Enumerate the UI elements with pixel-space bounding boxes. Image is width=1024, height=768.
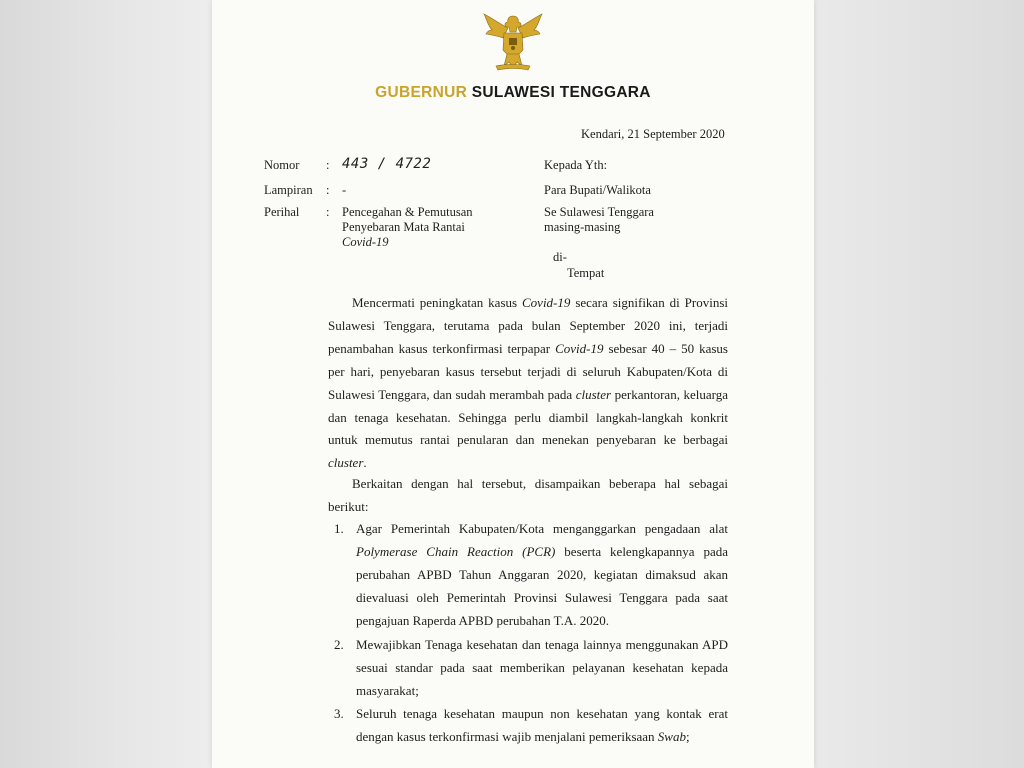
nomor-colon: : xyxy=(326,158,330,172)
list-item-number: 3. xyxy=(334,706,344,721)
p1-cluster-2: cluster xyxy=(328,455,364,471)
p1-covid-1: Covid-19 xyxy=(522,295,571,310)
paragraph-1 xyxy=(328,292,728,475)
letter-page xyxy=(212,0,814,768)
letterhead-faded-word: GUBERNUR xyxy=(375,84,468,101)
recipient-tempat: Tempat xyxy=(567,266,605,280)
perihal-colon: : xyxy=(326,205,330,219)
perihal-line-3: Covid-19 xyxy=(342,235,389,249)
p1-text-a: Mencermati peningkatan kasus xyxy=(352,295,522,310)
recipient-line-2: Se Sulawesi Tenggara xyxy=(544,205,654,219)
list-item-text xyxy=(356,703,728,749)
nomor-value: 443 / 4722 xyxy=(342,156,432,172)
p1-cluster-1: cluster xyxy=(575,386,612,402)
nomor-label: Nomor xyxy=(264,158,300,172)
letterhead-province: SULAWESI TENGGARA xyxy=(467,84,651,101)
p1-covid-2: Covid-19 xyxy=(555,340,604,356)
item1-text-b: beserta kelengkapannya pada perubahan APBD Tahun Anggaran 2020, kegiatan dimaksud akan dievaluasi oleh Pemerintah Provinsi Sulawesi Tenggara pada saat pengajuan Raperda APBD perubahan T.A. 2020. xyxy=(356,543,728,628)
item3-text-b: ; xyxy=(685,728,690,744)
list-item-text: Mewajibkan Tenaga kesehatan dan tenaga lainnya menggunakan APD sesuai standar pada saat memberikan pelayanan kesehatan kepada masyarakat; xyxy=(356,637,728,698)
p1-text-d: perkantoran, keluarga dan tenaga kesehatan. Sehingga perlu diambil langkah-langkah konkrit untuk memutus rantai penularan dan menekan penyebaran ke berbagai xyxy=(328,386,728,448)
lampiran-label: Lampiran xyxy=(264,183,313,197)
item1-pcr: Polymerase Chain Reaction (PCR) xyxy=(356,543,556,559)
p1-text-e: . xyxy=(363,455,367,471)
garuda-emblem-icon xyxy=(480,10,546,74)
list-item-text xyxy=(356,518,728,633)
item1-text-a: Agar Pemerintah Kabupaten/Kota menganggarkan pengadaan alat xyxy=(356,521,728,536)
list-item-number: 1. xyxy=(334,521,344,536)
lampiran-value: - xyxy=(342,183,347,197)
paragraph-2: Berkaitan dengan hal tersebut, disampaikan beberapa hal sebagai berikut: xyxy=(328,476,728,514)
perihal-label: Perihal xyxy=(264,205,300,219)
p1-text-c: sebesar 40 – 50 kasus per hari, penyebaran kasus tersebut terjadi di seluruh Kabupaten/Kota di Sulawesi Tenggara, dan sudah merambah pada xyxy=(328,340,728,402)
item3-text-a: Seluruh tenaga kesehatan maupun non kesehatan yang kontak erat dengan kasus terkonfirmasi wajib menjalani pemeriksaan xyxy=(356,706,728,744)
p1-text-b: secara signifikan di Provinsi Sulawesi Tenggara, terutama pada bulan September 2020 ini, terjadi penambahan kasus terkonfirmasi terpapar xyxy=(328,295,728,356)
list-item-number: 2. xyxy=(334,637,344,652)
letterhead-title xyxy=(212,84,814,102)
recipient-line-3: masing-masing xyxy=(544,220,621,234)
perihal-line-2: Penyebaran Mata Rantai xyxy=(342,220,465,234)
place-date: Kendari, 21 September 2020 xyxy=(581,127,725,141)
perihal-line-1: Pencegahan & Pemutusan xyxy=(342,205,473,219)
lampiran-colon: : xyxy=(326,183,330,197)
recipient-di: di- xyxy=(553,250,567,264)
recipient-kepada: Kepada Yth: xyxy=(544,158,608,172)
item3-swab: Swab xyxy=(657,728,686,744)
recipient-line-1: Para Bupati/Walikota xyxy=(544,183,651,197)
